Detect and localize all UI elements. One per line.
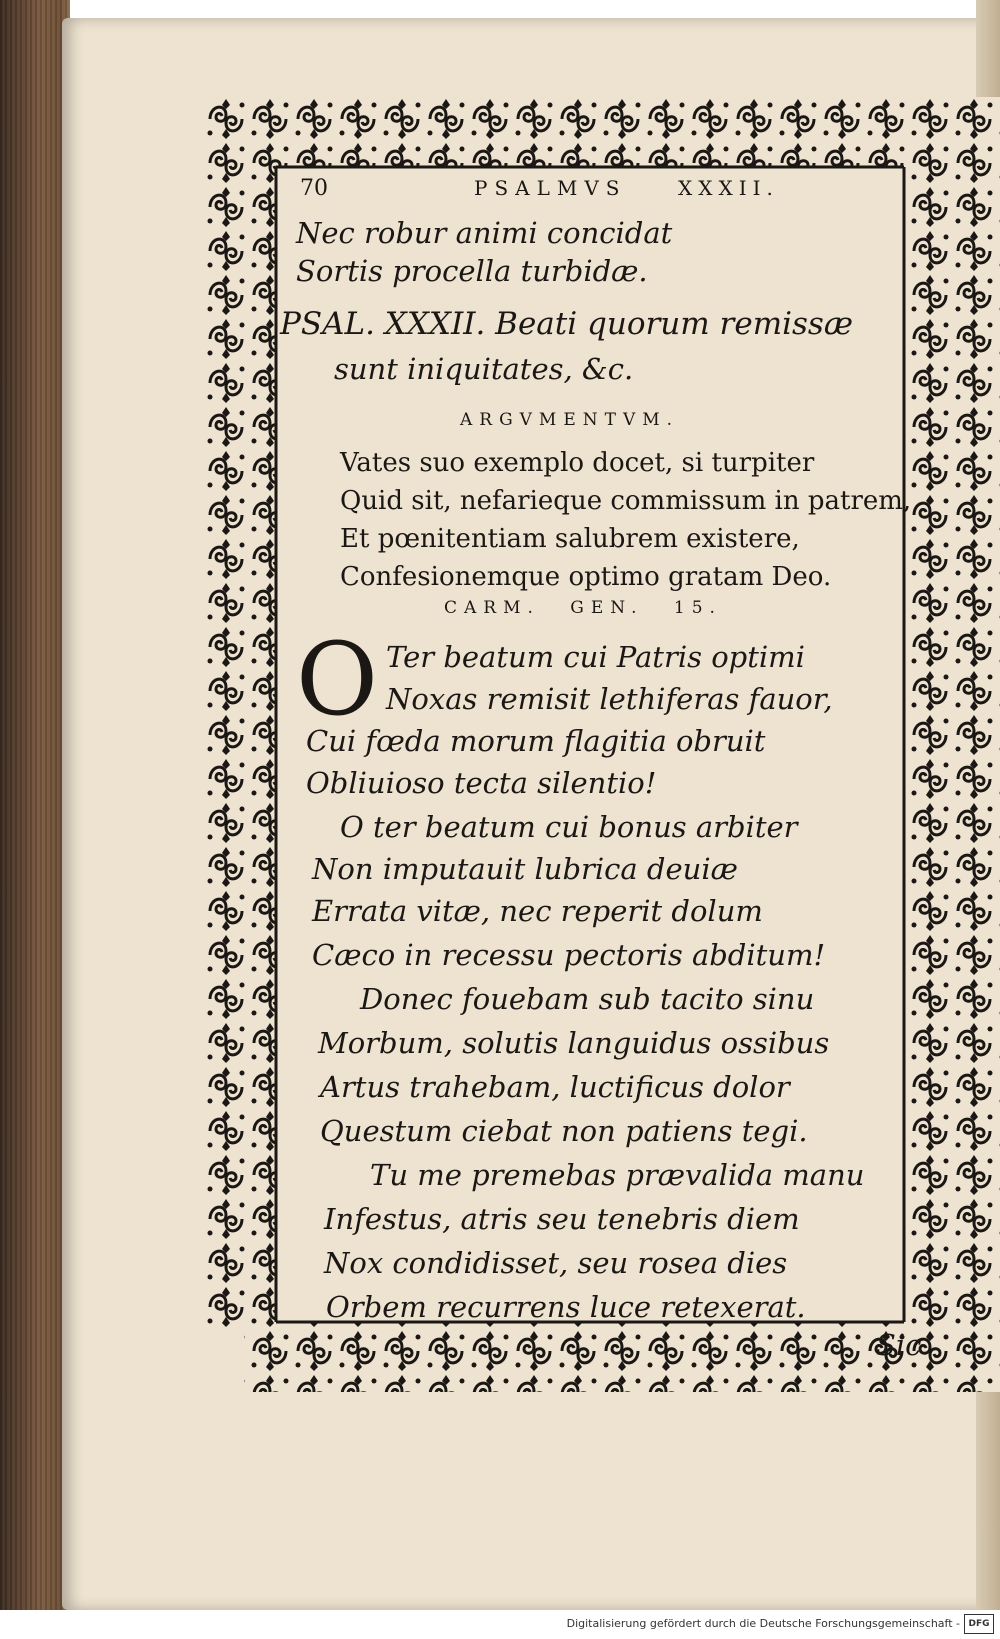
poem-line: O ter beatum cui bonus arbiter bbox=[340, 810, 798, 844]
poem-line: Nox condidisset, seu rosea dies bbox=[324, 1246, 788, 1280]
argument-line: Quid sit, nefarieque commissum in patrem, bbox=[340, 486, 912, 516]
poem-line: Noxas remisit lethiferas fauor, bbox=[386, 682, 833, 716]
poem-line: Questum ciebat non patiens tegi. bbox=[320, 1114, 808, 1148]
poem-line: Ter beatum cui Patris optimi bbox=[386, 640, 805, 674]
argument-line: Vates suo exemplo docet, si turpiter bbox=[340, 448, 815, 478]
page-number: 70 bbox=[300, 176, 328, 201]
verse-line: Nec robur animi concidat bbox=[296, 216, 673, 250]
meter-label: CARM. GEN. 15. bbox=[444, 598, 722, 618]
poem-line: Donec fouebam sub tacito sinu bbox=[360, 982, 815, 1016]
poem-line: Artus trahebam, luctificus dolor bbox=[320, 1070, 790, 1104]
poem-line: Infestus, atris seu tenebris diem bbox=[324, 1202, 800, 1236]
running-title-number: XXXII. bbox=[678, 176, 779, 200]
poem-line: Non imputauit lubrica deuiæ bbox=[312, 852, 738, 886]
argument-title: ARGVMENTVM. bbox=[460, 410, 680, 430]
verse-line: Sortis procella turbidæ. bbox=[296, 254, 648, 288]
poem-line: Errata vitæ, nec reperit dolum bbox=[312, 894, 763, 928]
poem-line: Cæco in recessu pectoris abditum! bbox=[312, 938, 826, 972]
argument-line: Confesionemque optimo gratam Deo. bbox=[340, 562, 832, 592]
poem-line: Obliuioso tecta silentio! bbox=[306, 766, 657, 800]
poem-line: Tu me premebas prævalida manu bbox=[370, 1158, 865, 1192]
poem-line: Morbum, solutis languidus ossibus bbox=[318, 1026, 830, 1060]
drop-cap-initial: O bbox=[296, 621, 378, 738]
psalm-heading-continued: sunt iniquitates, &c. bbox=[334, 352, 634, 386]
argument-line: Et pœnitentiam salubrem existere, bbox=[340, 524, 800, 554]
dfg-logo: DFG bbox=[964, 1614, 994, 1634]
footer-credit: Digitalisierung gefördert durch die Deutsche Forschungsgemeinschaft - bbox=[566, 1617, 960, 1630]
psalm-heading: PSAL. XXXII. Beati quorum remissæ bbox=[280, 306, 853, 342]
poem-line: Cui fœda morum flagitia obruit bbox=[306, 724, 766, 758]
running-title: PSALMVS bbox=[474, 176, 627, 200]
poem-line: Orbem recurrens luce retexerat. bbox=[326, 1290, 806, 1324]
catchword: Sic bbox=[876, 1328, 922, 1362]
